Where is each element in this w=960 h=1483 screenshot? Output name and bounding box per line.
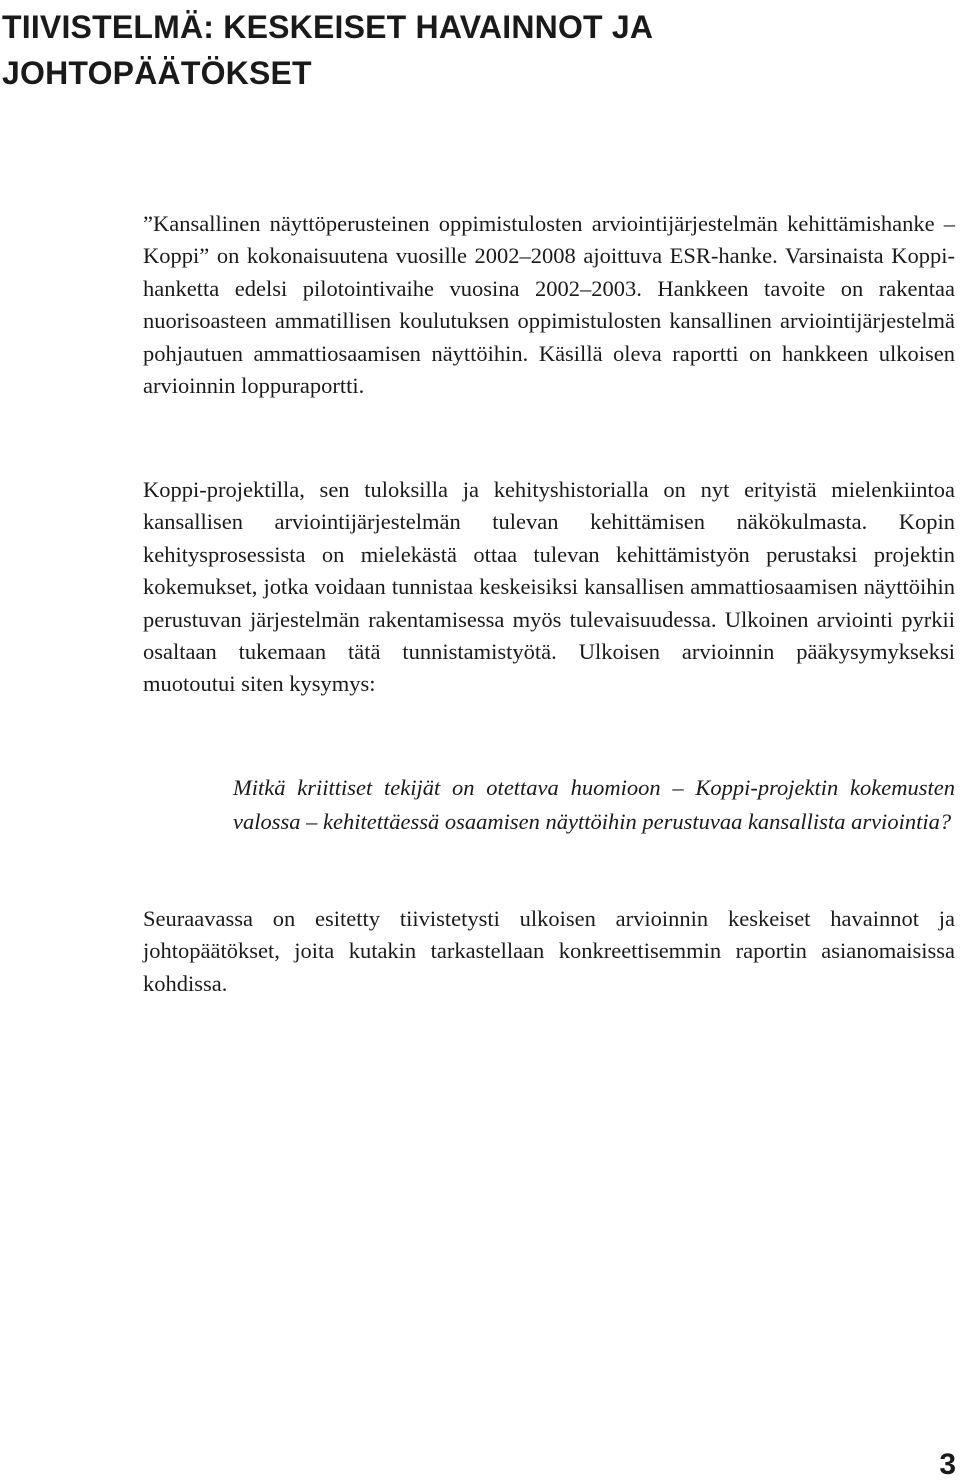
- summary-paragraph: Seuraavassa on esitetty tiivistetysti ulkoisen arvioinnin keskeiset havainnot ja johtopäätökset, joita kutakin tarkastellaan konkreettisemmin raportin asianomaisissa kohdissa.: [143, 906, 955, 996]
- intro-paragraph: ”Kansallinen näyttöperusteinen oppimistulosten arviointijärjestelmän kehittämishanke – Koppi” on kokonaisuutena vuosille 2002–2008 ajoittuva ESR-hanke. Varsinaista Koppi-hanketta edelsi pilotointivaihe vuosina 2002–2003. Hankkeen tavoite on rakentaa nuorisoasteen ammatillisen koulutuksen oppimistulosten kansallinen arviointijärjestelmä pohjautuen ammattiosaamisen näyttöihin. Käsillä oleva raportti on hankkeen ulkoisen arvioinnin loppuraportti.: [143, 211, 955, 399]
- context-paragraph: Koppi-projektilla, sen tuloksilla ja kehityshistorialla on nyt erityistä mielenkiintoa kansallisen arviointijärjestelmän tulevan kehittämisen näkökulmasta. Kopin kehitysprosessista on mielekästä ottaa tulevan kehittämistyön perustaksi projektin kokemukset, jotka voidaan tunnistaa keskeisiksi kansallisen ammattiosaamisen näyttöihin perustuvan järjestelmän rakentamisessa myös tulevaisuudessa. Ulkoinen arviointi pyrkii osaltaan tukemaan tätä tunnistamistyötä. Ulkoisen arvioinnin pääkysymykseksi muotoutui siten kysymys:: [143, 477, 955, 697]
- page-heading: TIIVISTELMÄ: KESKEISET HAVAINNOT JA JOHTOPÄÄTÖKSET: [2, 9, 652, 91]
- page-number: 3: [939, 1448, 956, 1481]
- main-question: Mitkä kriittiset tekijät on otettava huomioon – Koppi-projektin kokemusten valossa – kehitettäessä osaamisen näyttöihin perustuvaa kansallista arviointia?: [233, 775, 955, 834]
